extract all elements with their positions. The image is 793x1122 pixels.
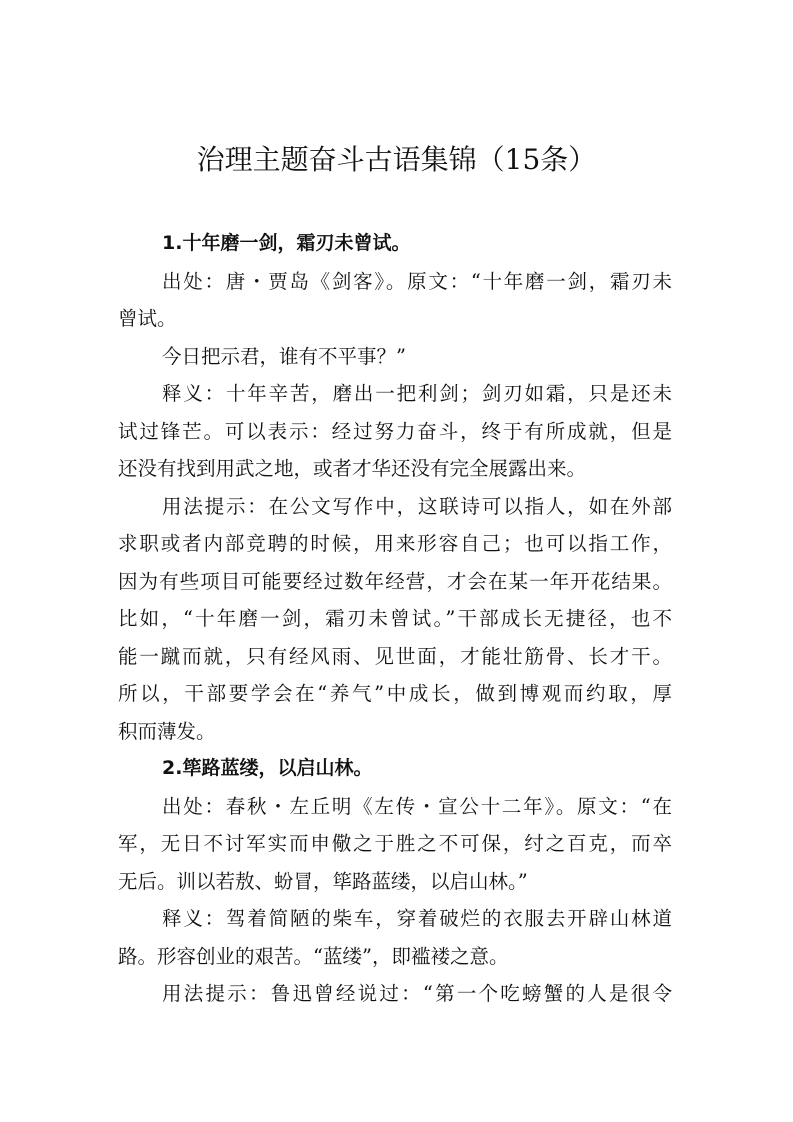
paragraph xyxy=(118,900,672,975)
text-line: 无后。训以若敖、蚡冒，筚路蓝缕，以启山林。” xyxy=(118,869,528,893)
text-line: 因为有些项目可能要经过数年经营，才会在某一年开花结果。 xyxy=(118,569,672,593)
text-line: 曾试。 xyxy=(118,307,177,330)
paragraph xyxy=(118,338,672,376)
text-line: 试过锋芒。可以表示：经过努力奋斗，终于有所成就，但是 xyxy=(118,419,672,443)
text-line: 所以，干部要学会在“养气”中成长，做到博观而约取，厚 xyxy=(118,682,672,705)
paragraph xyxy=(118,263,672,338)
section-heading xyxy=(118,225,672,263)
text-line: 比如，“十年磨一剑，霜刃未曾试。”干部成长无捷径，也不 xyxy=(118,607,672,630)
text-line: 今日把示君，谁有不平事？” xyxy=(162,344,406,368)
section-heading xyxy=(118,750,672,788)
text-line: 用法提示：鲁迅曾经说过：“第一个吃螃蟹的人是很令 xyxy=(162,982,672,1005)
text-line: 能一蹴而就，只有经风雨、见世面，才能壮筋骨、长才干。 xyxy=(118,644,672,668)
text-line: 出处：春秋・左丘明《左传・宣公十二年》。原文：“在 xyxy=(162,794,672,818)
text-line: 积而薄发。 xyxy=(118,719,216,743)
text-line: 路。形容创业的艰苦。“蓝缕”，即褴褛之意。 xyxy=(118,944,509,968)
text-line: 军，无日不讨军实而申儆之于胜之不可保，纣之百克，而卒 xyxy=(118,832,672,855)
text-line: 释义：驾着简陋的柴车，穿着破烂的衣服去开辟山林道 xyxy=(162,907,672,930)
text-line: 求职或者内部竞聘的时候，用来形容自己；也可以指工作， xyxy=(118,532,672,555)
text-line: 释义：十年辛苦，磨出一把利剑；剑刃如霜，只是还未 xyxy=(162,382,672,405)
paragraph xyxy=(118,488,672,751)
text-line: 还没有找到用武之地，或者才华还没有完全展露出来。 xyxy=(118,457,587,480)
text-line: 出处：唐・贾岛《剑客》。原文：“十年磨一剑，霜刃未 xyxy=(162,269,672,293)
paragraph xyxy=(118,975,672,1013)
text-line: 2.筚路蓝缕，以启山林。 xyxy=(162,757,373,779)
text-line: 用法提示：在公文写作中，这联诗可以指人，如在外部 xyxy=(162,494,672,518)
paragraph xyxy=(118,788,672,901)
document-body xyxy=(118,225,672,1013)
text-line: 1.十年磨一剑，霜刃未曾试。 xyxy=(162,232,411,254)
document-title: 治理主题奋斗古语集锦（15条） xyxy=(196,143,597,176)
paragraph xyxy=(118,375,672,488)
